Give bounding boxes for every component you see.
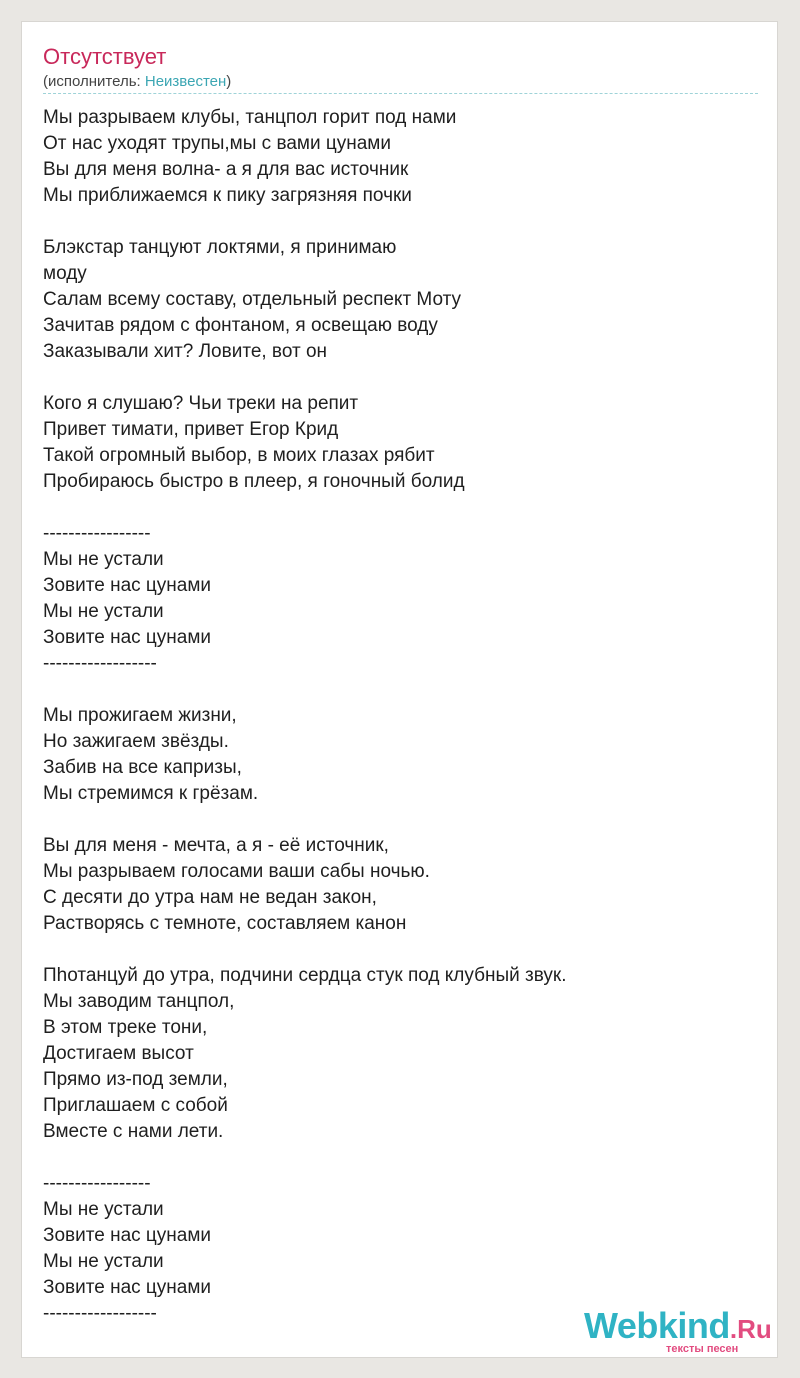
lyric-line: Мы не устали [43,1251,164,1272]
title-divider [43,93,758,94]
artist-line [43,73,231,91]
webkind-logo[interactable] [584,1306,774,1354]
lyric-line: Пhотанцуй до утра, подчини сердца стук под клубный звук. [43,965,567,986]
lyric-line: Такой огромный выбор, в моих глазах рябит [43,445,435,466]
logo-tld: .Ru [729,1314,772,1344]
lyric-line: Зовите нас цунами [43,1225,212,1246]
lyric-line: С десяти до утра нам не ведан закон, [43,887,377,908]
lyric-line: Зовите нас цунами [43,1277,212,1298]
lyric-line: Забив на все капризы, [43,757,242,778]
lyric-line: Зовите нас цунами [43,575,212,596]
lyric-line: Зачитав рядом с фонтаном, я освещаю воду [43,315,438,336]
lyric-line: ----------------- [43,523,151,544]
lyric-line: Салам всему составу, отдельный респект Моту [43,289,462,310]
lyric-line: Мы заводим танцпол, [43,991,235,1012]
lyric-line: Растворясь с темноте, составляем канон [43,913,407,934]
lyric-blank-line [43,209,567,235]
lyric-line: ----------------- [43,1173,151,1194]
lyric-line: Мы не устали [43,1199,164,1220]
lyric-line: Зовите нас цунами [43,627,212,648]
lyric-line: Достигаем высот [43,1043,194,1064]
artist-link[interactable]: Неизвестен [144,73,227,90]
lyric-line: Мы не устали [43,601,164,622]
lyric-blank-line [43,495,567,521]
lyric-line: Мы прожигаем жизни, [43,705,237,726]
lyric-line: Вместе с нами лети. [43,1121,224,1142]
lyric-line: Мы стремимся к грёзам. [43,783,259,804]
lyric-line: Пробираюсь быстро в плеер, я гоночный болид [43,471,465,492]
lyric-line: Заказывали хит? Ловите, вот он [43,341,328,362]
lyric-line: От нас уходят трупы,мы с вами цунами [43,133,391,154]
lyrics-text [43,105,567,1327]
lyric-line: Вы для меня волна- а я для вас источник [43,159,409,180]
lyric-blank-line [43,365,567,391]
lyric-blank-line [43,1145,567,1171]
lyric-line: Мы разрываем голосами ваши сабы ночью. [43,861,430,882]
logo-tagline: тексты песен [666,1343,739,1355]
lyric-blank-line [43,807,567,833]
lyric-line: Привет тимати, привет Егор Крид [43,419,339,440]
lyric-blank-line [43,937,567,963]
artist-suffix: ) [226,73,232,90]
logo-name: Webkind [584,1305,730,1346]
lyric-line: Прямо из-под земли, [43,1069,228,1090]
lyric-line: Мы разрываем клубы, танцпол горит под нами [43,107,457,128]
song-title: Отсутствует [43,44,167,69]
lyric-line: ------------------ [43,1303,157,1324]
artist-prefix: (исполнитель: [43,73,145,90]
lyric-line: Блэкстар танцуют локтями, я принимаю [43,237,397,258]
lyric-line: ------------------ [43,653,157,674]
lyric-line: Кого я слушаю? Чьи треки на репит [43,393,359,414]
lyrics-card [21,21,778,1358]
lyric-blank-line [43,677,567,703]
lyric-line: Мы приближаемся к пику загрязняя почки [43,185,412,206]
lyric-line: Но зажигаем звёзды. [43,731,229,752]
lyric-line: Мы не устали [43,549,164,570]
lyric-line: Приглашаем с собой [43,1095,228,1116]
lyric-line: Вы для меня - мечта, а я - её источник, [43,835,389,856]
lyric-line: моду [43,263,87,284]
lyric-line: В этом треке тони, [43,1017,208,1038]
